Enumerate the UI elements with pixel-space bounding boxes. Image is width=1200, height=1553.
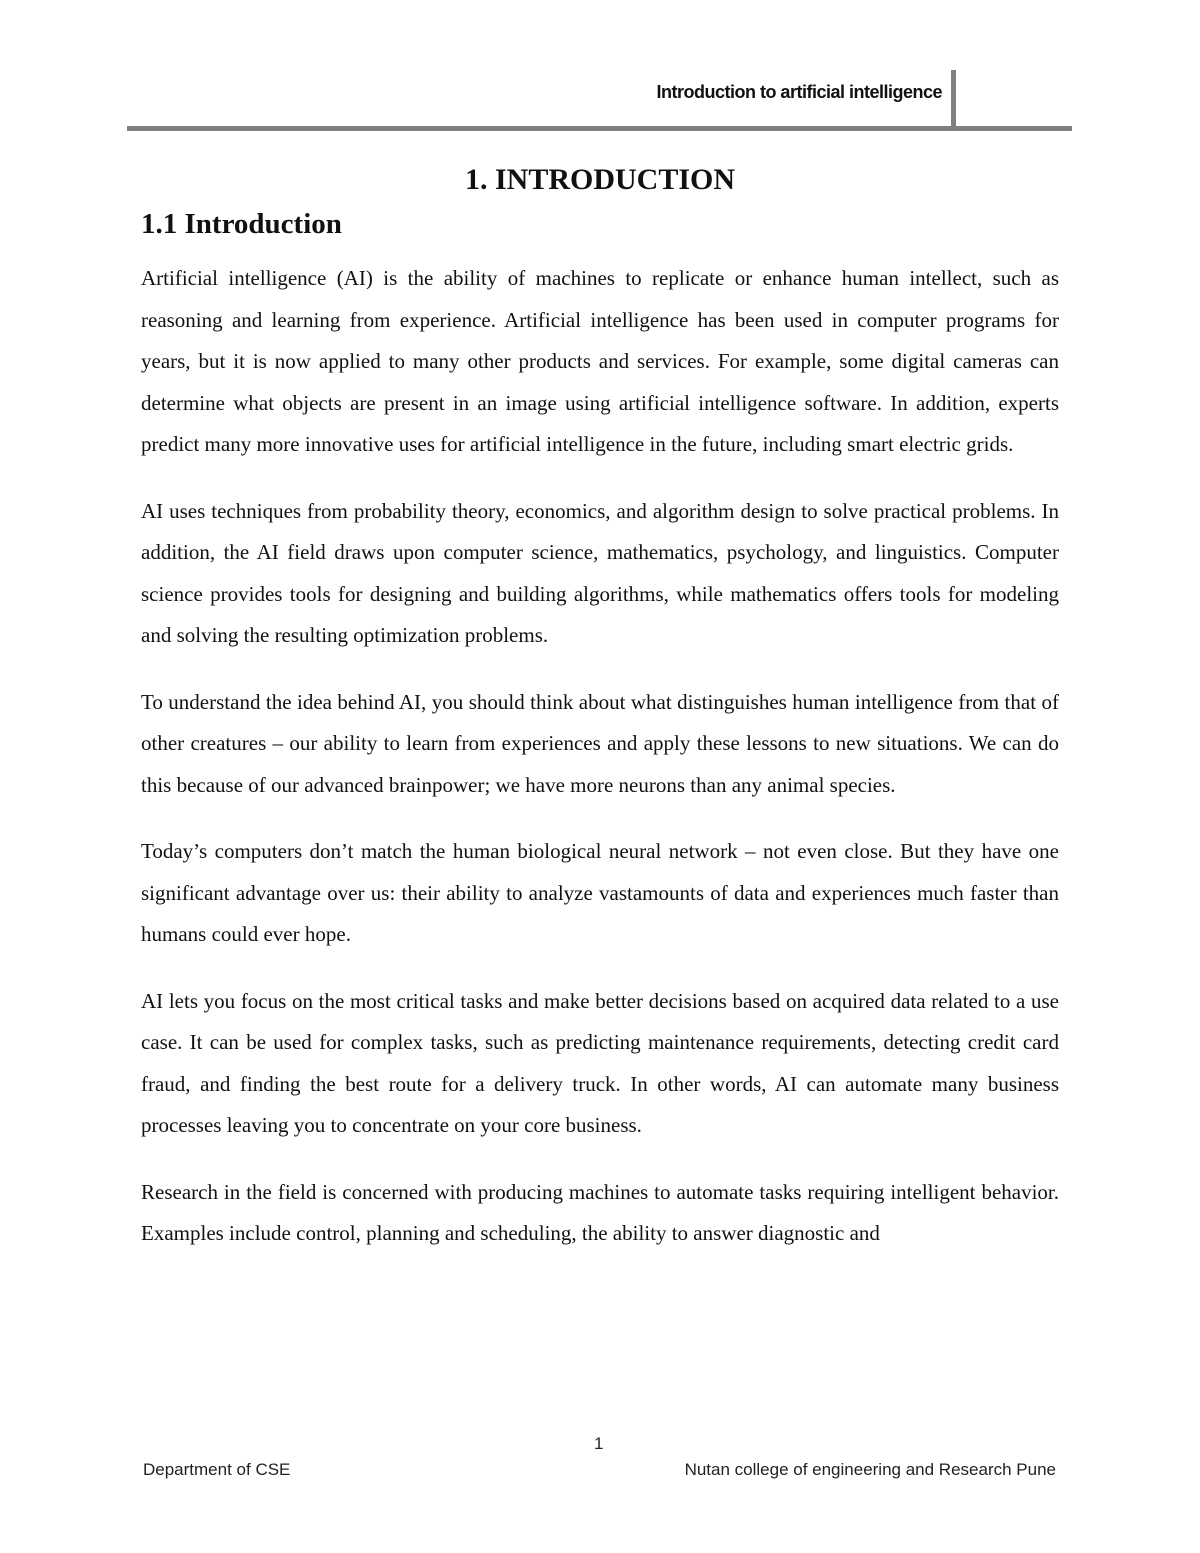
running-header: [0, 0, 1200, 140]
body-paragraph: Artificial intelligence (AI) is the ability of machines to replicate or enhance human intellect, such as reasoning and learning from experience. Artificial intelligence has been used in computer programs for years, but it is now applied to many other products and services. For example, some digital cameras can determine what objects are present in an image using artificial intelligence software. In addition, experts predict many more innovative uses for artificial intelligence in the future, including smart electric grids.: [141, 266, 1059, 456]
section-title: 1.1 Introduction: [141, 208, 342, 240]
page-footer: [0, 1420, 1200, 1500]
body-paragraph: AI lets you focus on the most critical tasks and make better decisions based on acquired data related to a use case. It can be used for complex tasks, such as predicting maintenance requirements, detecting credit card fraud, and finding the best route for a delivery truck. In other words, AI can automate many business processes leaving you to concentrate on your core business.: [141, 988, 1059, 1137]
body-paragraph: To understand the idea behind AI, you should think about what distinguishes human intelligence from that of other creatures – our ability to learn from experiences and apply these lessons to new situations. We can do this because of our advanced brainpower; we have more neurons than any animal species.: [141, 689, 1059, 797]
running-header-title: Introduction to artificial intelligence: [656, 82, 942, 102]
body-paragraph: AI uses techniques from probability theory, economics, and algorithm design to solve practical problems. In addition, the AI field draws upon computer science, mathematics, psychology, and linguistics. Computer science provides tools for designing and building algorithms, while mathematics offers tools for modeling and solving the resulting optimization problems.: [141, 498, 1059, 647]
footer-college: Nutan college of engineering and Research Pune: [684, 1460, 1056, 1479]
page-body: [141, 160, 1059, 1280]
body-paragraph: Research in the field is concerned with producing machines to automate tasks requiring intelligent behavior. Examples include control, planning and scheduling, the ability to answer diagnostic and: [141, 1179, 1059, 1245]
chapter-title: 1. INTRODUCTION: [464, 163, 736, 196]
page-number: 1: [594, 1434, 604, 1453]
footer-department: Department of CSE: [143, 1460, 291, 1479]
header-vertical-rule: [951, 70, 956, 128]
header-horizontal-rule: [127, 126, 1072, 131]
body-paragraph: Today’s computers don’t match the human biological neural network – not even close. But they have one significant advantage over us: their ability to analyze vastamounts of data and experiences much faster than humans could ever hope.: [141, 839, 1059, 946]
